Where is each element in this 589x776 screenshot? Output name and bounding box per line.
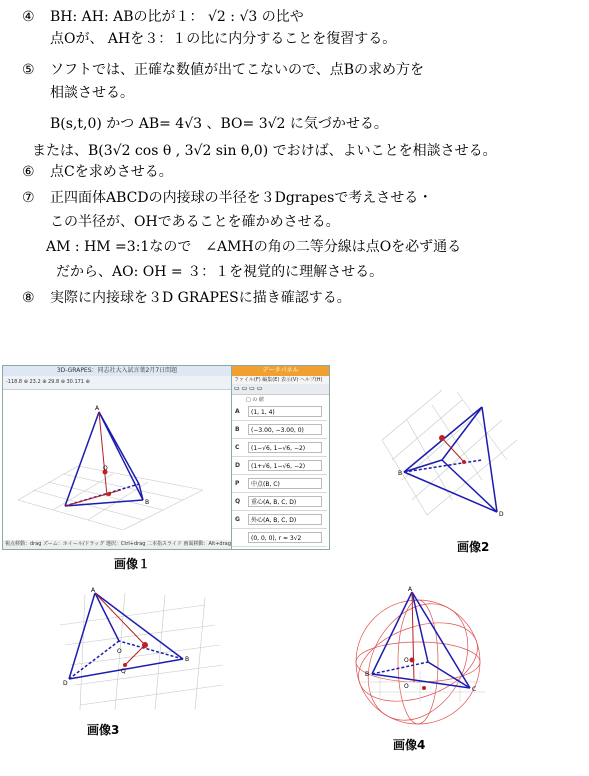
panel-row-value[interactable]: (1+√6, 1−√6, −2)	[248, 460, 322, 471]
step-number: ⑦	[22, 190, 35, 206]
caption-4: 画像4	[393, 738, 426, 752]
panel-row-value[interactable]: 外心(A, B, C, D)	[248, 514, 322, 525]
panel-row-key: P	[235, 480, 240, 487]
step-line: この半径が、OHであることを確かめさせる。	[50, 214, 340, 230]
step-line: 点Cを求めさせる。	[50, 164, 173, 180]
svg-text:C: C	[472, 686, 477, 693]
panel-row-key: Q	[235, 498, 241, 505]
caption-3: 画像3	[87, 723, 120, 737]
panel-row[interactable]	[232, 494, 327, 511]
panel-row[interactable]	[232, 458, 327, 475]
panel-row[interactable]	[232, 422, 327, 439]
grapes-3d-view[interactable]	[3, 390, 231, 540]
window-title: 3D-GRAPES：同志社大入試言葉2月7日問題	[3, 366, 231, 376]
panel-row[interactable]	[232, 512, 327, 529]
data-panel	[231, 365, 330, 550]
step-number: ⑤	[22, 62, 35, 78]
panel-row[interactable]	[232, 530, 327, 547]
window-toolbar[interactable]: -118.8 ⊕ 23.2 ⊕ 29.8 ⊕ 30.171 ⊕	[3, 376, 231, 390]
caption-2: 画像2	[457, 540, 490, 554]
svg-text:O: O	[404, 683, 409, 690]
svg-text:A: A	[91, 587, 96, 594]
panel-menu[interactable]: ファイル(F) 編集(E) 表示(V) ヘルプ(H)	[232, 376, 329, 384]
svg-text:A: A	[408, 586, 413, 593]
step-number: ⑧	[22, 290, 35, 306]
svg-text:D: D	[499, 511, 504, 518]
panel-row-key: C	[235, 444, 240, 451]
vertex-label-o: O	[103, 465, 108, 472]
svg-text:B: B	[365, 671, 370, 678]
step-line: だから、AO: OH = ３：１を視覚的に理解させる。	[56, 264, 384, 280]
grapes-window	[2, 365, 232, 550]
panel-tab[interactable]: □ の 値	[246, 397, 264, 403]
panel-row-value[interactable]: (−3.00, −3.00, 0)	[248, 424, 322, 435]
svg-text:O: O	[404, 657, 409, 664]
panel-title: データパネル	[232, 366, 329, 376]
step-line: 正四面体ABCDの内接球の半径を３Dgrapesで考えさせる・	[50, 190, 433, 206]
step-line: または、B(3√2 cos θ , 3√2 sin θ,0) でおけば、よいことを相談させる。	[32, 143, 497, 159]
step-line: 実際に内接球を３D GRAPESに描き確認する。	[50, 290, 351, 306]
panel-row-key: A	[235, 408, 240, 415]
figure-4	[340, 582, 500, 732]
step-line: ソフトでは、正確な数値が出てこないので、点Bの求め方を	[50, 62, 425, 78]
panel-row-key: B	[235, 426, 240, 433]
step-line: BH: AH: ABの比が１： √2 : √3 の比や	[50, 9, 304, 25]
panel-row[interactable]	[232, 476, 327, 493]
panel-row[interactable]	[232, 440, 327, 457]
panel-row-key: D	[235, 462, 240, 469]
panel-row-value[interactable]: 中点(B, C)	[248, 478, 322, 489]
figure-3	[55, 585, 225, 715]
figure-2	[372, 380, 522, 525]
vertex-label-a: A	[95, 405, 100, 412]
svg-text:B: B	[185, 656, 190, 663]
panel-row-value[interactable]: (1, 1, 4)	[248, 406, 322, 417]
status-bar: 視点移動：drag ズーム：ホイール/ドラッグ 選択：Ctrl+drag 二本指スライド 画面移動：Alt+drag	[5, 541, 231, 547]
caption-1: 画像１	[114, 557, 151, 571]
svg-text:D: D	[63, 680, 68, 687]
panel-row-value[interactable]: (1−√6, 1−√6, −2)	[248, 442, 322, 453]
panel-row[interactable]	[232, 404, 327, 421]
step-number: ⑥	[22, 164, 35, 180]
step-line: B(s,t,0) かつ AB= 4√3 、BO= 3√2 に気づかせる。	[50, 116, 388, 132]
panel-row-value[interactable]: (0, 0, 0), r = 3√2	[248, 532, 322, 543]
panel-row-value[interactable]: 重心(A, B, C, D)	[248, 496, 322, 507]
step-line: AM : HM =3:1なので ∠AMHの角の二等分線は点Oを必ず通る	[46, 239, 462, 255]
svg-text:Q: Q	[121, 668, 126, 675]
vertex-label-b: B	[145, 499, 150, 506]
svg-text:B: B	[398, 470, 403, 477]
step-line: 点Oが、 AHを３：１の比に内分することを復習する。	[50, 31, 397, 47]
panel-toolbar[interactable]: ▭ ▭ ▭ ▭	[232, 384, 329, 395]
step-line: 相談させる。	[50, 85, 134, 101]
panel-row-key: G	[235, 516, 240, 523]
svg-text:O: O	[117, 648, 122, 655]
step-number: ④	[22, 9, 35, 25]
